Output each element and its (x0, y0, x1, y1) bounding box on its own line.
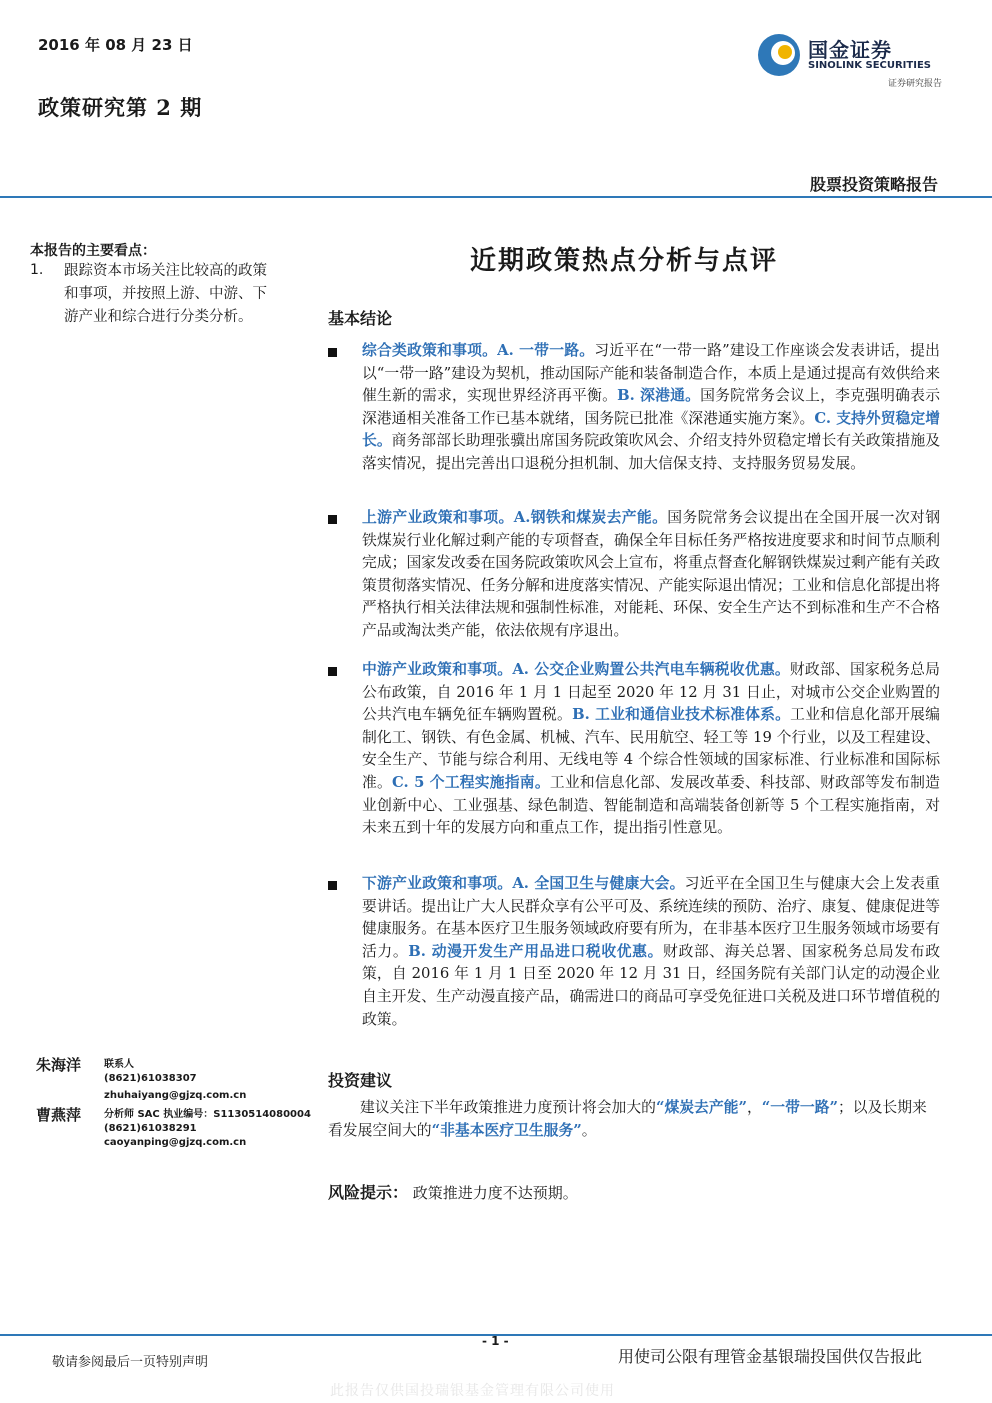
text-segment: 建议关注下半年政策推进力度预计将会加大的 (360, 1099, 656, 1116)
text-segment: 商务部部长助理张骥出席国务院政策吹风会、介绍支持外贸稳定增长有关政策措施及落实情况，提出完善出口退税分担机制、加大信保支持、支持服务贸易发展。 (362, 432, 940, 472)
bullet-text (362, 507, 940, 643)
section-heading-conclusions: 基本结论 (328, 309, 393, 328)
highlight-phrase: B. 深港通。 (617, 387, 701, 405)
author-phone: (8621)61038307 (104, 1073, 197, 1084)
brand-subtitle: 证券研究报告 (887, 79, 942, 89)
text-segment: 。 (581, 1121, 597, 1139)
conclusion-bullet (328, 873, 940, 1031)
header-divider (0, 196, 992, 198)
watermark-text: 此报告仅供国投瑞银基金管理有限公司使用 (330, 1383, 615, 1399)
conclusion-bullet (328, 507, 940, 643)
brand-name-en: SINOLINK SECURITIES (808, 60, 931, 71)
highlight-phrase: 综合类政策和事项。A. 一带一路。 (362, 342, 595, 359)
author-contact (104, 1108, 324, 1150)
summary-point-number: 1. (30, 262, 44, 278)
footer-mirrored-notice: 用使司公限有理管金基银瑞投国供仅告报此 (618, 1347, 923, 1366)
text-segment: 财政部、国家税务总局公布政策，自 2016 年 1 月 1 日起至 2020 年 12 月 31 日止，对城市公交企业购置的公共汽电车辆免征车辆购置税。 (362, 661, 940, 724)
bullet-text (362, 659, 940, 840)
text-segment: 国务院常务会议提出在全国开展一次对钢铁煤炭行业化解过剩产能的专项督查，确保全年目标任务严格按进度要求和时间节点顺利完成；国家发改委在国务院政策吹风会上宣布，将重点督查化解钢铁煤炭过剩产能有关政策贯彻落实情况、任务分解和进度落实情况、产能实际退出情况；工业和信息化部提出将严格执行相关法律法规和强制性标准，对能耗、环保、安全生产达不到标准和生产不合格产品或淘汰类产能，依法依规有序退出。 (362, 509, 940, 639)
highlight-phrase: “一带一路” (761, 1099, 838, 1116)
highlight-phrase: “煤炭去产能” (655, 1099, 747, 1116)
highlight-phrase: B. 工业和通信业技术标准体系。 (572, 706, 791, 724)
highlight-phrase: 中游产业政策和事项。A. 公交企业购置公共汽电车辆税收优惠。 (362, 661, 790, 678)
investment-advice-text (328, 1097, 936, 1142)
highlight-phrase: 下游产业政策和事项。A. 全国卫生与健康大会。 (362, 875, 685, 892)
risk-warning (328, 1180, 578, 1203)
text-segment: 工业和信息化部、发展改革委、科技部、财政部等发布制造业创新中心、工业强基、绿色制造、智能制造和高端装备创新等 5 个工程实施指南，对未来五到十年的发展方向和重点工作，提出指引性意见。 (362, 773, 940, 837)
page-number: - 1 - (482, 1334, 509, 1348)
risk-label: 风险提示： (328, 1183, 409, 1202)
conclusion-bullet (328, 340, 940, 476)
risk-text: 政策推进力度不达预期。 (412, 1184, 578, 1202)
sinolink-logo-icon (756, 32, 802, 78)
highlight-phrase: C. 支持外贸稳定增长。 (362, 409, 940, 450)
author-name: 朱海洋 (36, 1056, 82, 1074)
author-role: 联系人 (104, 1059, 134, 1070)
report-title: 近期政策热点分析与点评 (470, 246, 779, 276)
report-date: 2016 年 08 月 23 日 (38, 36, 193, 54)
author-email[interactable]: zhuhaiyang@gjzq.com.cn (104, 1090, 247, 1101)
bullet-text (362, 873, 940, 1031)
highlight-phrase: “非基本医疗卫生服务” (431, 1121, 582, 1139)
author-email[interactable]: caoyanping@gjzq.com.cn (104, 1137, 247, 1148)
text-segment: 财政部、海关总署、国家税务总局发布政策，自 2016 年 1 月 1 日至 2020 年 12 月 31 日，经国务院有关部门认定的动漫企业自主开发、生产动漫直接产品，确需进口的商品可享受免征进口关税及进口环节增值税的政策。 (362, 942, 940, 1028)
conclusion-bullet (328, 659, 940, 840)
bullet-square-icon (328, 881, 337, 890)
brand-logo (756, 30, 946, 90)
author-phone: (8621)61038291 (104, 1123, 197, 1134)
issue-title: 政策研究第 2 期 (38, 95, 203, 120)
highlight-phrase: B. 动漫开发生产用品进口税收优惠。 (408, 942, 664, 960)
text-segment: 习近平在“一带一路”建设工作座谈会发表讲话，提出以“一带一路”建设为契机，推动国际产能和装备制造合作，本质上是通过提高有效供给来催生新的需求，实现世界经济再平衡。 (362, 342, 940, 405)
text-segment: 国务院常务会议上，李克强明确表示深港通相关准备工作已基本就绪，国务院已批准《深港通实施方案》。 (362, 387, 940, 427)
bullet-square-icon (328, 515, 337, 524)
text-segment: 习近平在全国卫生与健康大会上发表重要讲话。提出让广大人民群众享有公平可及、系统连续的预防、治疗、康复、健康促进等健康服务。在基本医疗卫生服务领域政府要有所为，在非基本医疗卫生服务领域市场要有活力。 (362, 875, 940, 960)
summary-point-text: 跟踪资本市场关注比较高的政策和事项，并按照上游、中游、下游产业和综合进行分类分析。 (64, 263, 267, 325)
author-contact (104, 1058, 324, 1103)
author-role: 分析师 SAC 执业编号：S1130514080004 (104, 1109, 311, 1120)
brand-name-cn: 国金证券 (808, 38, 892, 62)
footer-disclaimer-note: 敬请参阅最后一页特别声明 (52, 1355, 209, 1370)
bullet-square-icon (328, 348, 337, 357)
section-heading-advice: 投资建议 (328, 1071, 393, 1090)
report-type: 股票投资策略报告 (809, 175, 938, 194)
highlight-phrase: 上游产业政策和事项。A.钢铁和煤炭去产能。 (362, 509, 668, 526)
text-segment: ， (746, 1099, 762, 1116)
text-segment: ；以及长期来看发展空间大的 (328, 1099, 927, 1139)
summary-heading: 本报告的主要看点： (30, 243, 156, 259)
author-name: 曹燕萍 (36, 1106, 82, 1124)
bullet-square-icon (328, 667, 337, 676)
bullet-text (362, 340, 940, 476)
text-segment: 工业和信息化部开展编制化工、钢铁、有色金属、机械、汽车、民用航空、轻工等 19 个行业，以及工程建设、安全生产、节能与综合利用、无线电等 4 个综合性领域的国家标准、行业标准和国际标准。 (362, 706, 940, 791)
highlight-phrase: C. 5 个工程实施指南。 (392, 773, 550, 791)
